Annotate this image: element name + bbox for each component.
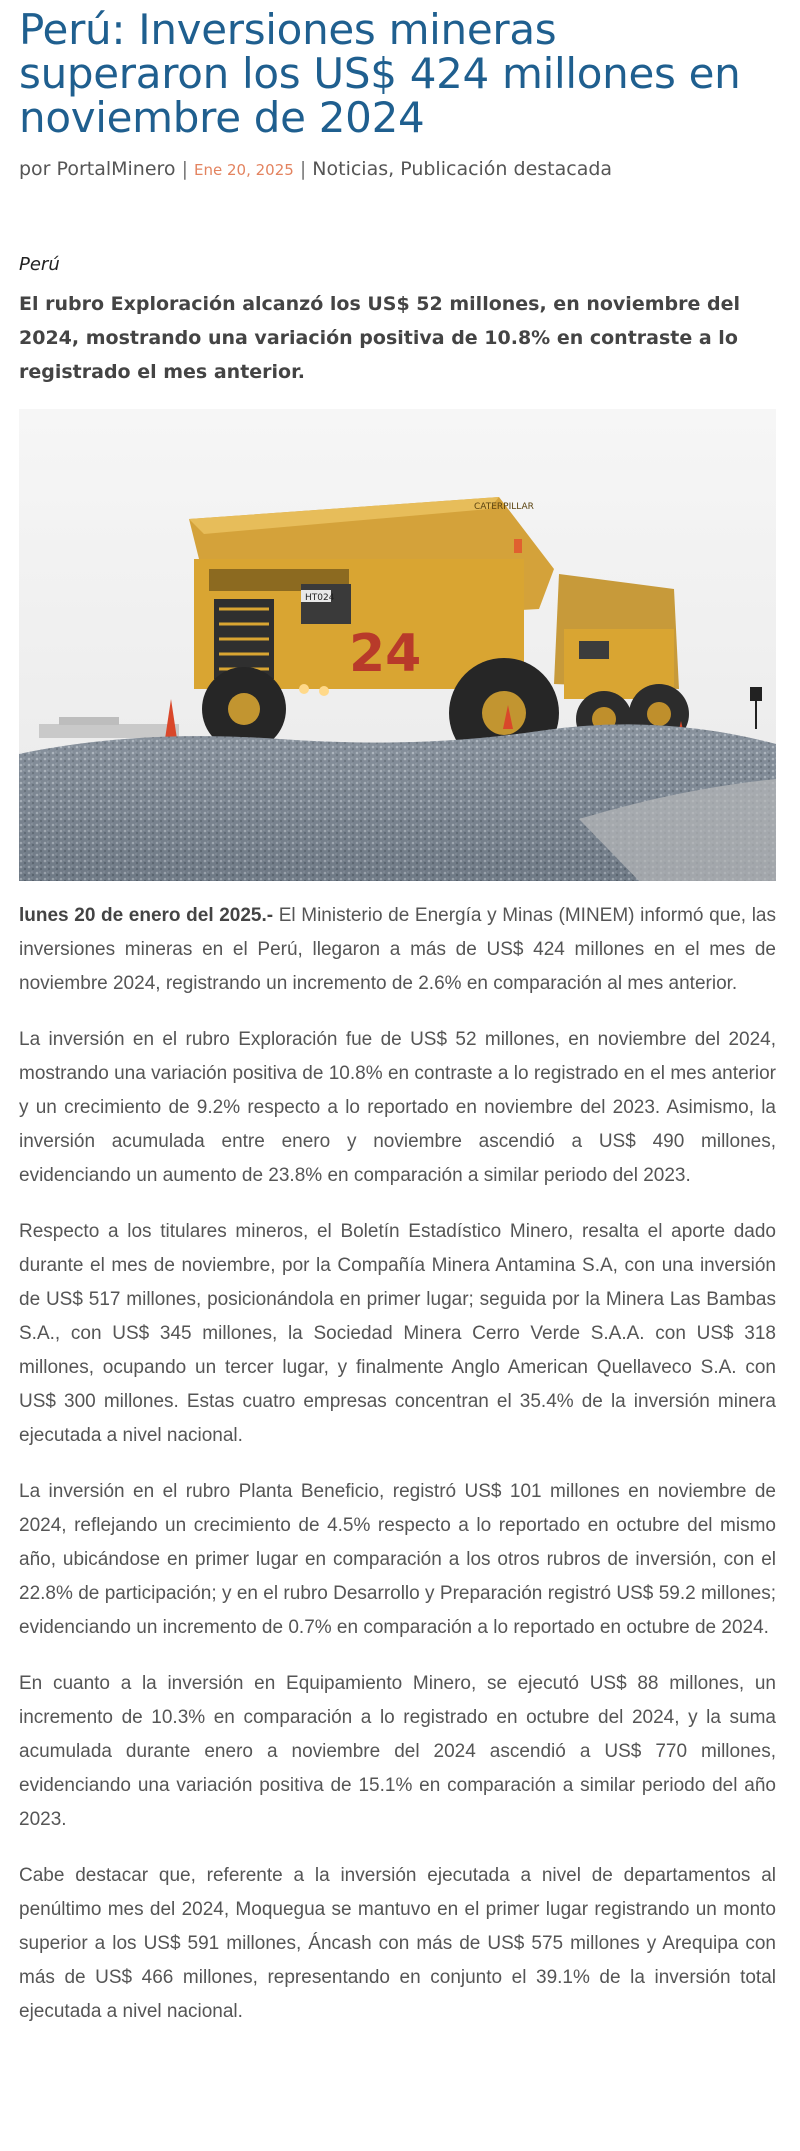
region-label: Perú (19, 254, 60, 275)
truck-number: 24 (349, 624, 422, 684)
article-title: Perú: Inversiones mineras superaron los US$ 424 millones en noviembre de 2024 (19, 5, 741, 142)
article-paragraph: La inversión en el rubro Exploración fue de US$ 52 millones, en noviembre del 2024, mostrando una variación positiva de 10.8% en contraste a lo registrado en el mes anterior y un crecimiento de 9.2% respecto a lo reportado en noviembre del 2023. Asimismo, la inversión acumulada entre enero y noviembre ascendió a US$ 490 millones, evidenciando un aumento de 23.8% en comparación a similar periodo del 2023. (19, 1029, 776, 1186)
article-lead: El rubro Exploración alcanzó los US$ 52 millones, en noviembre del 2024, mostrando una variación positiva de 10.8% en contraste a lo registrado el mes anterior. (19, 293, 740, 383)
author-link[interactable]: por PortalMinero (19, 158, 176, 180)
meta-separator: | (293, 158, 313, 180)
mining-truck-photo (19, 409, 776, 881)
dateline: lunes 20 de enero del 2025.- (19, 905, 274, 926)
category-links[interactable]: Noticias, Publicación destacada (312, 158, 613, 180)
article-paragraph (19, 899, 776, 1001)
truck-brand: CATERPILLAR (474, 502, 534, 512)
article (19, 0, 776, 2029)
publish-date: Ene 20, 2025 (194, 161, 294, 179)
article-paragraph: Cabe destacar que, referente a la inversión ejecutada a nivel de departamentos al penúltimo mes del 2024, Moquegua se mantuvo en el primer lugar registrando un monto superior a los US$ 591 millones, Áncash con más de US$ 575 millones y Arequipa con más de US$ 466 millones, representando en conjunto el 39.1% de la inversión total ejecutada a nivel nacional. (19, 1865, 776, 2022)
truck-plate: HT024 (305, 593, 335, 603)
meta-separator: | (175, 158, 195, 180)
article-meta (19, 158, 776, 180)
mining-truck-illustration (19, 409, 776, 881)
article-paragraph: Respecto a los titulares mineros, el Boletín Estadístico Minero, resalta el aporte dado durante el mes de noviembre, por la Compañía Minera Antamina S.A, con una inversión de US$ 517 millones, posicionándola en primer lugar; seguida por la Minera Las Bambas S.A., con US$ 345 millones, la Sociedad Minera Cerro Verde S.A.A. con US$ 318 millones, ocupando un tercer lugar, y finalmente Anglo American Quellaveco S.A. con US$ 300 millones. Estas cuatro empresas concentran el 35.4% de la inversión minera ejecutada a nivel nacional. (19, 1221, 776, 1446)
article-paragraph: En cuanto a la inversión en Equipamiento Minero, se ejecutó US$ 88 millones, un incremento de 10.3% en comparación a lo registrado en octubre del 2024, y la suma acumulada durante enero a noviembre del 2024 ascendió a US$ 770 millones, evidenciando una variación positiva de 15.1% en comparación a similar periodo del año 2023. (19, 1673, 776, 1830)
article-paragraph: La inversión en el rubro Planta Beneficio, registró US$ 101 millones en noviembre de 2024, reflejando un crecimiento de 4.5% respecto a lo reportado en octubre del mismo año, ubicándose en primer lugar en comparación a los otros rubros de inversión, con el 22.8% de participación; y en el rubro Desarrollo y Preparación registró US$ 59.2 millones; evidenciando un incremento de 0.7% en comparación a lo reportado en octubre de 2024. (19, 1481, 776, 1638)
article-body (19, 899, 776, 2029)
paragraph-text: El Ministerio de Energía y Minas (MINEM) informó que, las inversiones mineras en el Perú, llegaron a más de US$ 424 millones en el mes de noviembre 2024, registrando un incremento de 2.6% en comparación al mes anterior. (19, 905, 776, 994)
